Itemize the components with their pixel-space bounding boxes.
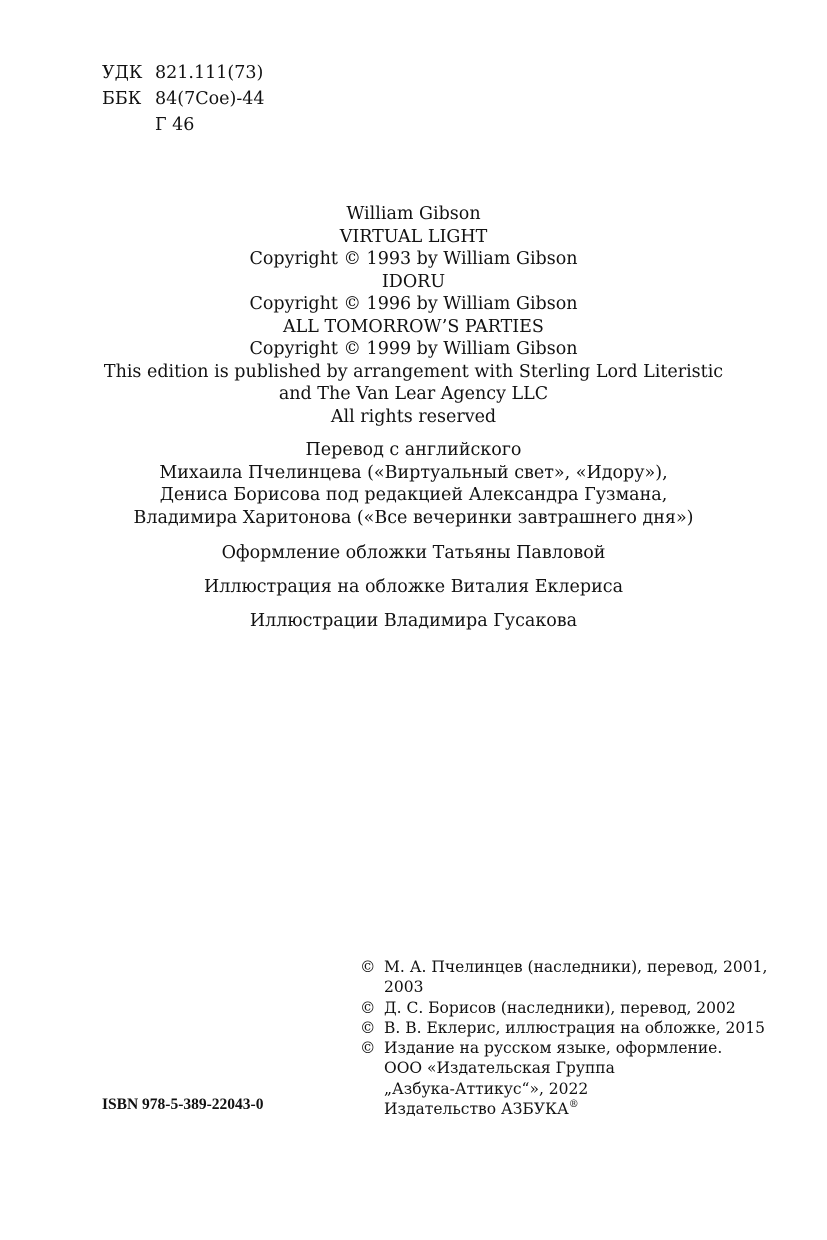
agency-line: and The Van Lear Agency LLC bbox=[278, 384, 549, 404]
rights-text: Д. С. Борисов (наследники), перевод, 2002 bbox=[384, 998, 736, 1017]
rights-text: В. В. Еклерис, иллюстрация на обложке, 2015 bbox=[384, 1018, 765, 1037]
original-copyright-block bbox=[0, 203, 827, 428]
rights-text: М. А. Пчелинцев (наследники), перевод, 2001, bbox=[384, 958, 768, 976]
copyright-line-1993: Copyright © 1993 by William Gibson bbox=[249, 249, 578, 269]
title-idoru: IDORU bbox=[381, 271, 446, 292]
copyright-line-1996: Copyright © 1996 by William Gibson bbox=[249, 294, 578, 314]
author-name: William Gibson bbox=[346, 204, 481, 224]
rights-item bbox=[360, 1018, 767, 1038]
copyright-symbol: © bbox=[360, 1018, 376, 1037]
copyright-symbol: © bbox=[360, 998, 376, 1017]
translator-borisov: Дениса Борисова под редакцией Александра Гузмана, bbox=[159, 485, 668, 505]
rights-item bbox=[360, 957, 767, 977]
rights-text: Издание на русском языке, оформление. bbox=[384, 1039, 723, 1058]
translation-block bbox=[0, 439, 827, 529]
translator-kharitonov: Владимира Харитонова («Все вечеринки завтрашнего дня») bbox=[133, 507, 694, 528]
rights-item bbox=[360, 998, 767, 1018]
translation-heading: Перевод с английского bbox=[305, 440, 522, 460]
cover-illustration-credit: Иллюстрация на обложке Виталия Еклериса bbox=[203, 577, 624, 597]
arrangement-line: This edition is published by arrangement with Sterling Lord Literistic bbox=[103, 361, 724, 382]
bbk-label: ББК bbox=[102, 89, 142, 109]
udk-value: 821.111(73) bbox=[155, 63, 264, 83]
rights-list bbox=[360, 957, 767, 1119]
udk-row bbox=[102, 60, 265, 86]
rights-reserved: All rights reserved bbox=[330, 406, 497, 427]
bbk-row bbox=[102, 86, 265, 112]
copyright-line-1999: Copyright © 1999 by William Gibson bbox=[249, 339, 578, 359]
illustrations-credit: Иллюстрации Владимира Гусакова bbox=[249, 611, 578, 631]
rights-text-continued: ООО «Издательская Группа bbox=[384, 1059, 615, 1078]
isbn: ISBN 978-5-389-22043-0 bbox=[102, 1096, 264, 1113]
udk-label: УДК bbox=[102, 63, 143, 83]
classification-block bbox=[102, 60, 265, 138]
title-virtual-light: VIRTUAL LIGHT bbox=[339, 226, 488, 247]
title-all-tomorrows-parties: ALL TOMORROW’S PARTIES bbox=[283, 316, 544, 337]
rights-text-continued: 2003 bbox=[384, 978, 424, 997]
rights-item bbox=[360, 1038, 767, 1058]
registered-mark: ® bbox=[568, 1099, 579, 1111]
publisher-line bbox=[360, 1099, 767, 1119]
bbk-value: 84(7Сое)-44 bbox=[155, 89, 265, 109]
copyright-symbol: © bbox=[360, 958, 376, 976]
rights-text-continued: „Азбука-Аттикус“», 2022 bbox=[384, 1079, 589, 1098]
publisher-name: Издательство АЗБУКА bbox=[384, 1100, 569, 1119]
cover-design-credit: Оформление обложки Татьяны Павловой bbox=[221, 543, 606, 563]
copyright-symbol: © bbox=[360, 1039, 376, 1058]
translator-pchelintsev: Михаила Пчелинцева («Виртуальный свет», «Идору»), bbox=[159, 462, 668, 483]
author-mark: Г 46 bbox=[155, 115, 195, 135]
